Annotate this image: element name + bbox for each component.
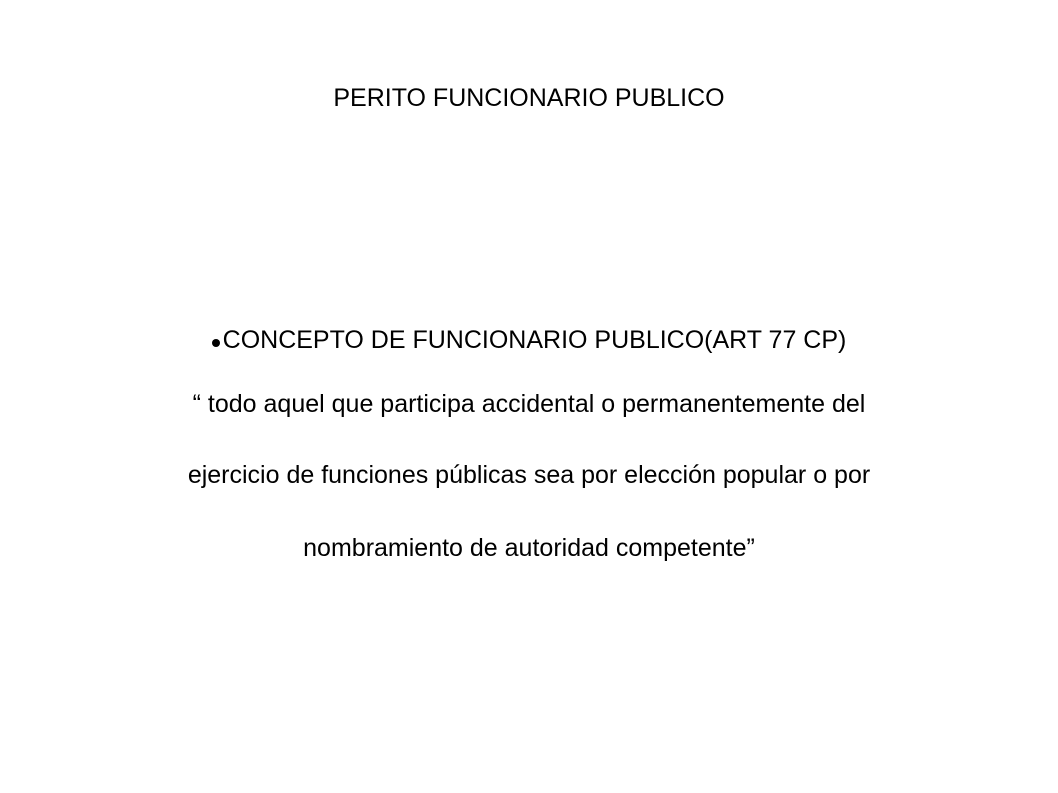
bullet-dot-icon (212, 339, 220, 347)
bullet-item (0, 322, 1058, 358)
quote-line-3: nombramiento de autoridad competente” (303, 534, 755, 562)
slide-title: PERITO FUNCIONARIO PUBLICO (333, 84, 725, 112)
quote-line-2: ejercicio de funciones públicas sea por elección popular o por (187, 461, 871, 489)
quote-line-1: “ todo aquel que participa accidental o permanentemente del (192, 390, 866, 418)
bullet-text: CONCEPTO DE FUNCIONARIO PUBLICO(ART 77 CP) (222, 326, 847, 354)
